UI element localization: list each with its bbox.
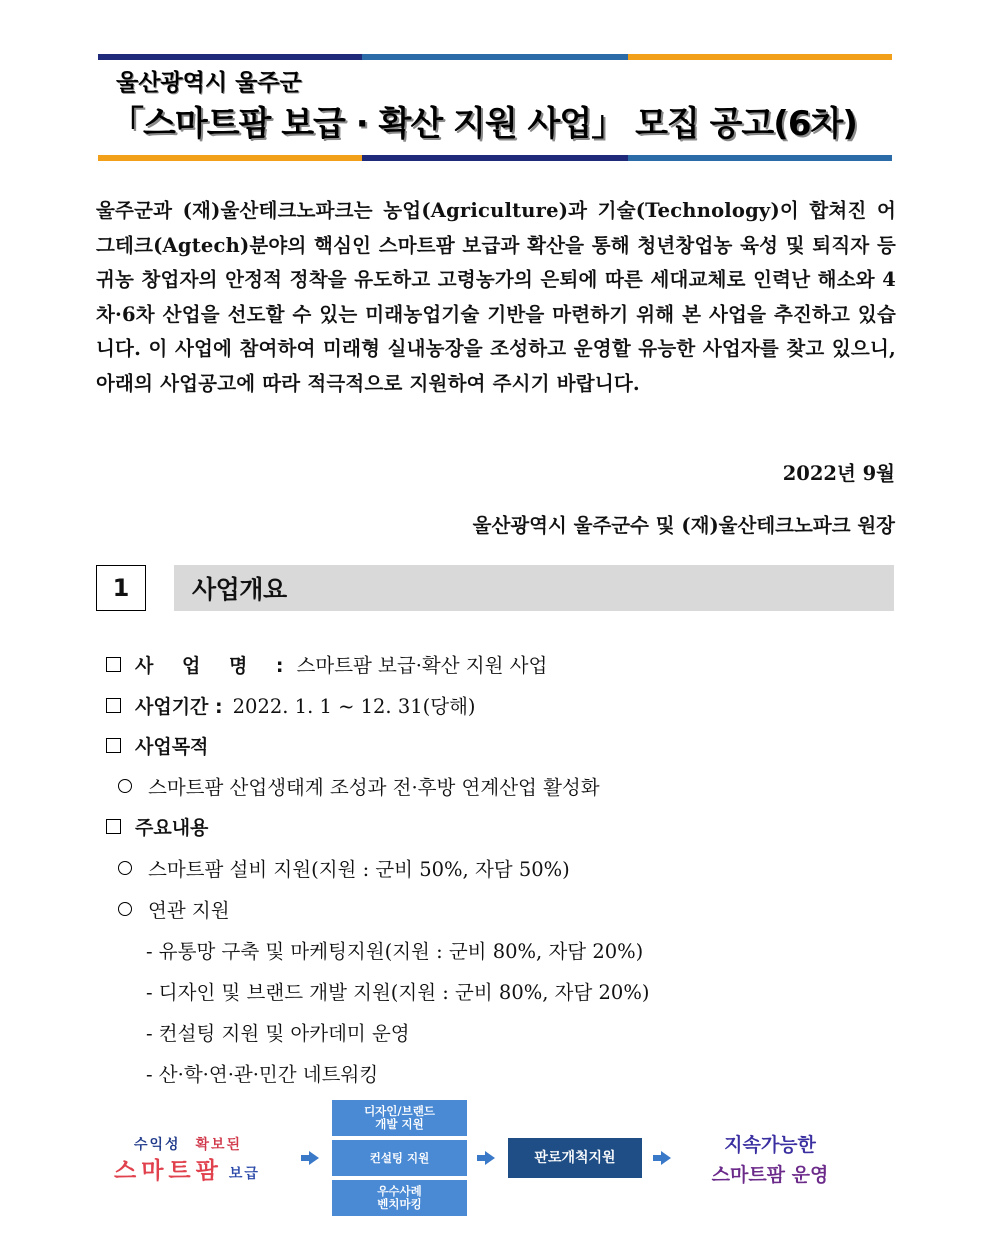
circle-bullet-icon	[118, 861, 132, 875]
item-project-period	[106, 691, 476, 719]
rule-segment-orange	[98, 155, 362, 161]
box-text: 벤치마킹	[377, 1197, 422, 1211]
arrow-right-icon	[485, 1151, 495, 1165]
item-label: 사 업 명 :	[135, 654, 295, 677]
sub-item-text: - 유통망 구축 및 마케팅지원(지원 : 군비 80%, 자담 20%)	[146, 940, 644, 963]
sub-item-text: - 디자인 및 브랜드 개발 지원(지원 : 군비 80%, 자담 20%)	[146, 981, 650, 1004]
item-value: 스마트팜 보급·확산 지원 사업	[296, 654, 548, 677]
item-label: 사업목적	[135, 736, 209, 758]
rule-segment-navy	[362, 155, 628, 161]
bullet-text: 스마트팜 산업생태계 조성과 전·후방 연계산업 활성화	[148, 776, 600, 799]
circle-bullet-icon	[118, 902, 132, 916]
section-title-bar	[174, 565, 894, 611]
content-bullet-2	[118, 895, 230, 923]
diagram-left-bottom	[114, 1152, 260, 1185]
sub-item-1	[146, 936, 643, 964]
sub-item-text: - 산·학·연·관·민간 네트워킹	[146, 1063, 379, 1086]
rule-segment-navy	[98, 54, 362, 60]
diagram-box-sales-channel	[508, 1138, 642, 1178]
checkbox-icon	[106, 738, 121, 753]
diagram-right-line: 스마트팜 운영	[711, 1164, 829, 1186]
item-value: 2022. 1. 1 ~ 12. 31(당해)	[232, 695, 476, 718]
box-text: 우수사례	[377, 1184, 422, 1198]
diagram-box-design	[332, 1100, 467, 1136]
header-subtitle: 울산광역시 울주군	[116, 70, 302, 96]
rule-segment-teal	[362, 54, 628, 60]
header-title: 「스마트팜 보급 · 확산 지원 사업」 모집 공고(6차)	[110, 104, 857, 144]
box-text: 개발 지원	[375, 1117, 424, 1131]
header-rule-top	[98, 54, 892, 60]
sub-item-3	[146, 1018, 410, 1046]
item-main-content	[106, 813, 208, 840]
diagram-left-word: 스마트팜	[114, 1158, 223, 1184]
arrow-right-icon	[309, 1151, 319, 1165]
diagram-left-word: 보급	[228, 1166, 260, 1182]
checkbox-icon	[106, 698, 121, 713]
sub-item-2	[146, 977, 649, 1005]
diagram-box-benchmarking	[332, 1180, 467, 1216]
intro-paragraph: 울주군과 (재)울산테크노파크는 농업(Agriculture)과 기술(Technology)이 합쳐진 어그테크(Agtech)분야의 핵심인 스마트팜 보급과 확산을 통해 청년창업농 육성 및 퇴직자 등 귀농 창업자의 안정적 정착을 유도하고 고령농가의 은퇴에 따른 세대교체로 인력난 해소와 4차·6차 산업을 선도할 수 있는 미래농업기술 기반을 마련하기 위해 본 사업을 추진하고 있습니다. 이 사업에 참여하여 미래형 실내농장을 조성하고 운영할 유능한 사업자를 찾고 있으니, 아래의 사업공고에 따라 적극적으로 지원하여 주시기 바랍니다.	[96, 199, 896, 395]
sub-item-4	[146, 1059, 378, 1087]
diagram-box-consulting	[332, 1140, 467, 1176]
checkbox-icon	[106, 657, 121, 672]
rule-segment-orange	[628, 54, 892, 60]
item-label: 주요내용	[135, 817, 209, 839]
rule-segment-teal	[628, 155, 892, 161]
circle-bullet-icon	[118, 779, 132, 793]
box-text: 판로개척지원	[534, 1149, 616, 1166]
bullet-text: 스마트팜 설비 지원(지원 : 군비 50%, 자담 50%)	[148, 858, 570, 881]
content-bullet-1	[118, 854, 570, 882]
diagram-left-word: 확보된	[195, 1137, 243, 1153]
item-project-name	[106, 650, 547, 678]
diagram-right-line: 지속가능한	[724, 1134, 816, 1156]
header-rule-bottom	[98, 155, 892, 161]
item-label: 사업기간 :	[135, 695, 223, 718]
arrow-right-icon	[661, 1151, 671, 1165]
diagram-left-top	[134, 1134, 242, 1154]
diagram-right-outcome	[690, 1130, 850, 1190]
purpose-bullet-1	[118, 772, 600, 800]
announcement-date: 2022년 9월	[782, 462, 895, 485]
sub-item-text: - 컨설팅 지원 및 아카데미 운영	[146, 1022, 410, 1045]
diagram-left-word: 수익성	[134, 1137, 181, 1153]
section-number: 1	[96, 565, 146, 611]
box-text: 디자인/브랜드	[364, 1104, 435, 1118]
box-text: 컨설팅 지원	[369, 1150, 430, 1165]
bullet-text: 연관 지원	[148, 899, 230, 922]
announcement-signer: 울산광역시 울주군수 및 (재)울산테크노파크 원장	[472, 514, 895, 537]
item-project-purpose	[106, 732, 208, 759]
checkbox-icon	[106, 819, 121, 834]
section-title: 사업개요	[192, 575, 287, 604]
